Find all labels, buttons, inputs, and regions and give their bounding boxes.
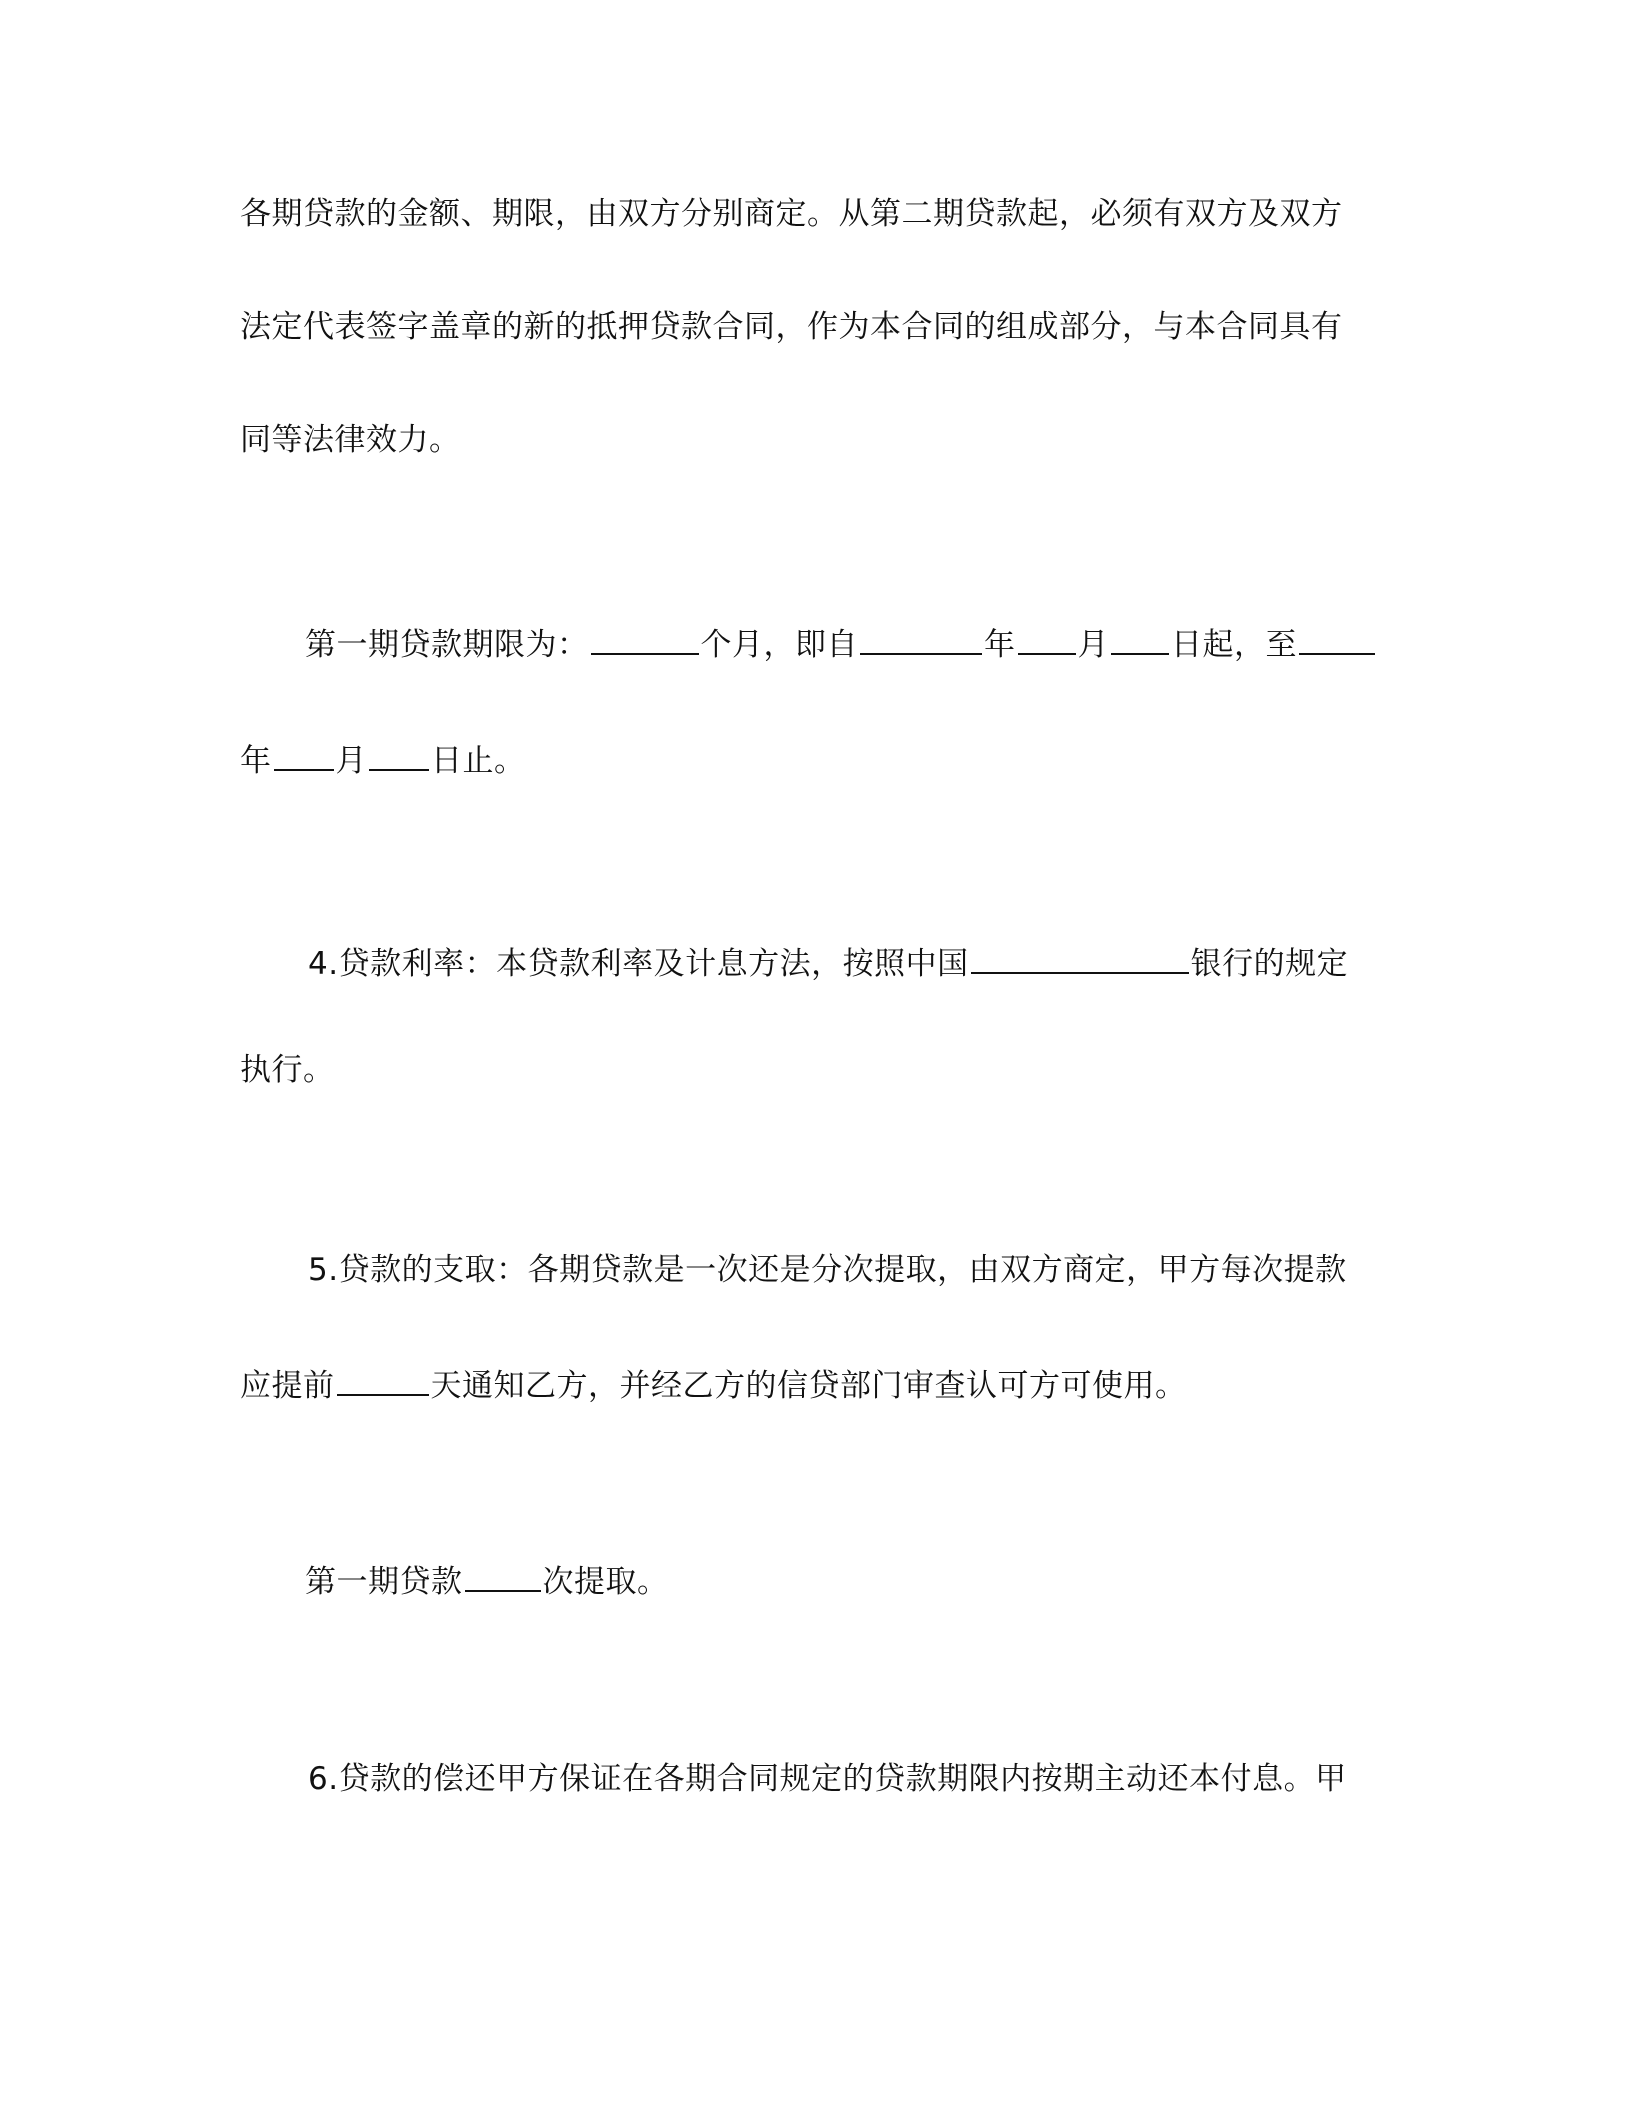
text: 年 [240,743,272,779]
text: 月 [335,743,367,779]
text: 银行的规定 [1190,946,1349,982]
end-month-blank [274,735,334,771]
months-blank [591,619,699,655]
first-period-line-2 [240,735,526,781]
clause-5-line [308,1250,1347,1290]
text: 同等法律效力。 [240,422,461,458]
text: 第一期贷款期限为： [305,627,589,663]
start-year-blank [860,619,982,655]
paragraph-line [240,307,1343,347]
clause-4-line [308,938,1348,984]
end-year-blank [1299,619,1375,655]
withdrawal-count-blank [465,1556,541,1592]
first-withdrawal-line [305,1556,669,1602]
text: 应提前 [240,1368,335,1404]
paragraph-line [240,194,1343,234]
text: 6.贷款的偿还甲方保证在各期合同规定的贷款期限内按期主动还本付息。甲 [308,1761,1347,1797]
text: 日起，至 [1171,627,1297,663]
clause-5-line-2 [240,1360,1187,1406]
text: 日止。 [431,743,526,779]
first-period-line [305,619,1377,665]
notice-days-blank [337,1360,429,1396]
clause-4-line-2 [240,1050,335,1090]
text: 月 [1077,627,1109,663]
paragraph-line [240,420,461,460]
text: 4.贷款利率：本贷款利率及计息方法，按照中国 [308,946,969,982]
text: 各期贷款的金额、期限，由双方分别商定。从第二期贷款起，必须有双方及双方 [240,196,1343,232]
start-month-blank [1018,619,1076,655]
text: 第一期贷款 [305,1564,463,1600]
bank-name-blank [971,938,1189,974]
clause-6-line [308,1759,1347,1799]
text: 法定代表签字盖章的新的抵押贷款合同，作为本合同的组成部分，与本合同具有 [240,309,1343,345]
text: 5.贷款的支取：各期贷款是一次还是分次提取，由双方商定，甲方每次提款 [308,1252,1347,1288]
end-day-blank [369,735,429,771]
text: 个月，即自 [700,627,858,663]
text: 天通知乙方，并经乙方的信贷部门审查认可方可使用。 [430,1368,1187,1404]
text: 次提取。 [542,1564,669,1600]
text: 年 [984,627,1016,663]
start-day-blank [1111,619,1169,655]
text: 执行。 [240,1052,335,1088]
